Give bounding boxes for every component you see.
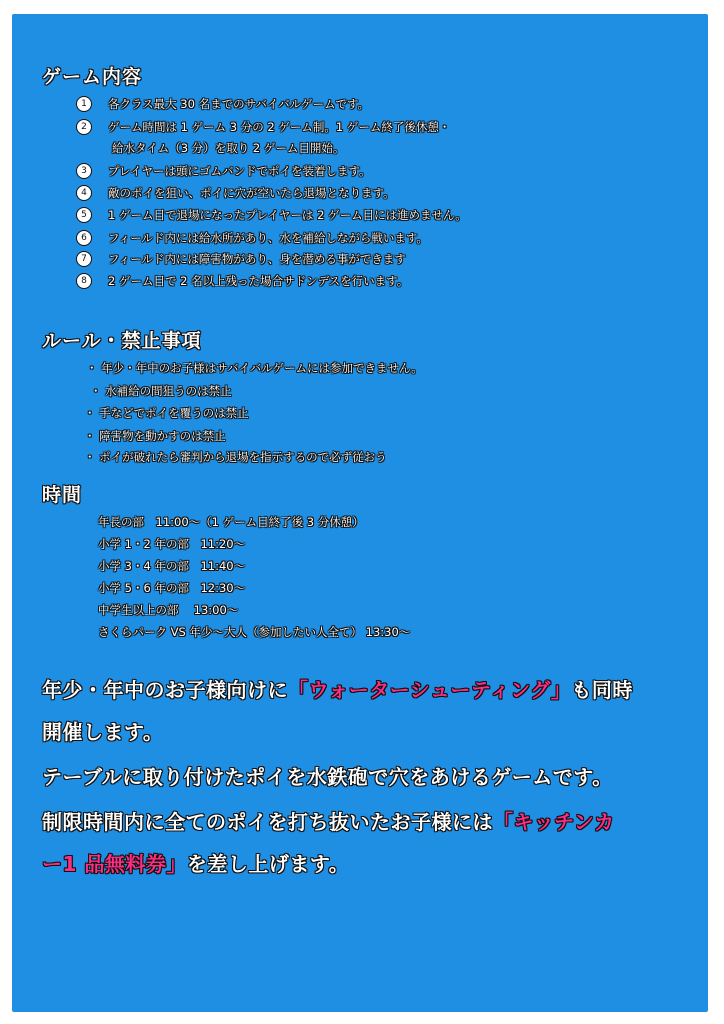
schedule-item: さくらパーク VS 年少〜大人（参加したい人全て） 13:30〜	[98, 625, 411, 639]
schedule-item: 年長の部 11:00〜（1 ゲーム目終了後 3 分休憩）	[98, 515, 364, 529]
schedule-item: 中学生以上の部 13:00〜	[98, 603, 239, 617]
list-item: 給水タイム（3 分）を取り 2 ゲーム目開始。	[112, 141, 345, 155]
list-item: ・ ポイが破れたら審判から退場を指示するので必ず従おう	[84, 450, 387, 464]
schedule-item: 小学 5・6 年の部 12:30〜	[98, 581, 246, 595]
list-number: 2	[76, 119, 92, 135]
announcement-line-1	[42, 674, 633, 703]
list-number: 7	[76, 251, 92, 267]
announcement-text: を差し上げます。	[186, 852, 350, 876]
schedule-item: 小学 1・2 年の部 11:20〜	[98, 537, 246, 551]
list-item: フィールド内には障害物があり、身を潜める事ができます	[108, 252, 406, 266]
event-name-highlight: 「ウォーターシューティング」	[288, 678, 572, 702]
announcement-line-5	[42, 848, 349, 877]
announcement-line-2: 開催します。	[42, 720, 164, 744]
list-item: プレイヤーは頭にゴムバンドでポイを装着します。	[108, 164, 371, 178]
game-section-title: ゲーム内容	[42, 66, 143, 88]
announcement-line-3: テーブルに取り付けたポイを水鉄砲で穴をあけるゲームです。	[42, 765, 613, 789]
list-item: フィールド内には給水所があり、水を補給しながら戦います。	[108, 231, 428, 245]
list-number: 1	[76, 96, 92, 112]
rules-section-title: ルール・禁止事項	[42, 330, 202, 352]
list-number: 5	[76, 207, 92, 223]
list-item: ゲーム時間は 1 ゲーム 3 分の 2 ゲーム制。1 ゲーム終了後休憩・	[108, 120, 451, 134]
time-section-title: 時間	[42, 484, 83, 506]
list-item: 敵のポイを狙い、ポイに穴が空いたら退場となります。	[108, 186, 395, 200]
list-item: 1 ゲーム目で退場になったプレイヤーは 2 ゲーム目には進めません。	[108, 208, 467, 222]
list-item: ・ 年少・年中のお子様はサバイバルゲームには参加できません。	[86, 361, 423, 375]
list-item: 2 ゲーム目で 2 名以上残った場合サドンデスを行います。	[108, 274, 409, 288]
list-number: 8	[76, 273, 92, 289]
list-number: 3	[76, 163, 92, 179]
list-item: ・ 手などでポイを覆うのは禁止	[84, 406, 249, 420]
list-number: 4	[76, 185, 92, 201]
prize-highlight: 「キッチンカ	[493, 810, 615, 834]
announcement-text: 制限時間内に全てのポイを打ち抜いたお子様には	[42, 810, 493, 834]
flyer-sheet	[12, 14, 708, 1012]
list-number: 6	[76, 230, 92, 246]
announcement-text: も同時	[571, 678, 633, 702]
list-item: ・ 障害物を動かすのは禁止	[84, 429, 226, 443]
list-item: 各クラス最大 30 名までのサバイバルゲームです。	[108, 97, 370, 111]
list-item: ・ 水補給の間狙うのは禁止	[90, 384, 232, 398]
schedule-item: 小学 3・4 年の部 11:40〜	[98, 559, 246, 573]
announcement-text: 年少・年中のお子様向けに	[42, 678, 288, 702]
prize-highlight: ー1 品無料券」	[42, 852, 187, 876]
announcement-line-4	[42, 806, 615, 835]
